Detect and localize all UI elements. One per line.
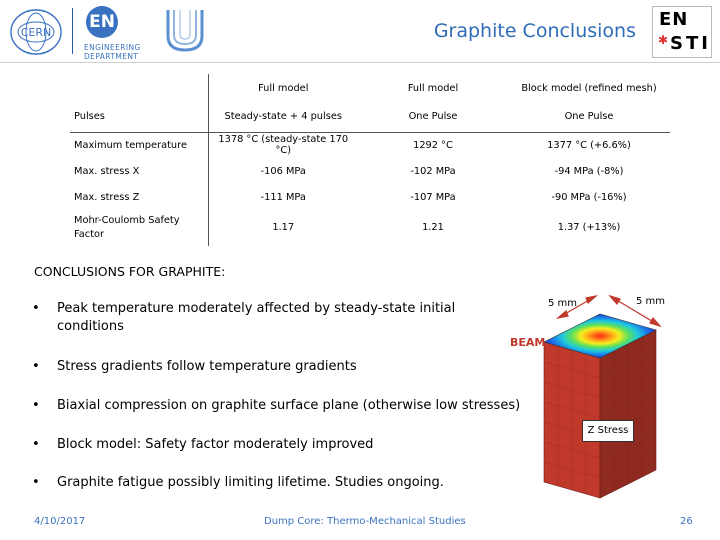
- en-logo-circle: EN: [86, 6, 118, 38]
- row-label: Max. stress Z: [74, 191, 140, 203]
- dimension-label-a: 5 mm: [548, 298, 578, 309]
- table-cell: One Pulse: [508, 102, 670, 132]
- table-row: [70, 210, 670, 246]
- table-cell: One Pulse: [358, 102, 508, 132]
- en-sti-logo: [652, 6, 712, 58]
- conclusions-heading: CONCLUSIONS FOR GRAPHITE:: [34, 264, 226, 279]
- table-header-cell: Full model: [208, 74, 358, 102]
- bullet-icon: •: [32, 301, 40, 316]
- header-divider: [72, 8, 73, 54]
- table-row: [70, 102, 670, 132]
- header-rule: [0, 62, 720, 63]
- svg-text:CERN: CERN: [20, 26, 52, 39]
- en-department-logo: [84, 6, 154, 61]
- table-cell: -102 MPa: [410, 165, 456, 177]
- row-label: Maximum temperature: [74, 139, 187, 151]
- row-label: Mohr-Coulomb Safety Factor: [74, 215, 180, 240]
- table-row: [70, 158, 670, 184]
- list-item-text: Graphite fatigue possibly limiting lifetime. Studies ongoing.: [57, 475, 444, 490]
- table-cell: -107 MPa: [410, 191, 456, 203]
- table-corner-cell: [70, 74, 208, 102]
- table-cell: 1.21: [422, 222, 444, 233]
- en-sti-logo-top: EN: [659, 9, 689, 30]
- star-icon: ✱: [658, 33, 669, 47]
- bullet-icon: •: [32, 475, 40, 490]
- en-logo-line2: DEPARTMENT: [84, 52, 139, 61]
- bullet-icon: •: [32, 437, 40, 452]
- table-cell: -111 MPa: [208, 184, 358, 210]
- footer-date: 4/10/2017: [34, 516, 86, 527]
- row-label: Pulses: [70, 102, 208, 132]
- table-cell: 1377 °C (+6.6%): [547, 139, 631, 151]
- list-item-text: Peak temperature moderately affected by steady-state initial conditions: [57, 301, 456, 334]
- z-stress-label: Z Stress: [582, 420, 634, 442]
- bullet-icon: •: [32, 398, 40, 413]
- list-item-text: Block model: Safety factor moderately improved: [57, 437, 374, 452]
- table-cell: 1292 °C: [413, 139, 453, 151]
- table-cell: Steady-state + 4 pulses: [208, 102, 358, 132]
- table-cell: -94 MPa (-8%): [554, 165, 624, 177]
- page-number: 26: [680, 516, 693, 527]
- table-header-row: [70, 74, 670, 102]
- table-cell: -106 MPa: [208, 158, 358, 184]
- slide-title: Graphite Conclusions: [433, 20, 636, 42]
- dimension-label-b: 5 mm: [636, 296, 666, 307]
- graphite-block-graphic: [500, 284, 710, 500]
- en-sti-logo-bottom: STI: [670, 33, 711, 54]
- table-cell: -90 MPa (-16%): [551, 191, 627, 203]
- footer-title: Dump Core: Thermo-Mechanical Studies: [264, 516, 466, 527]
- bullet-icon: •: [32, 359, 40, 374]
- table-cell: 1378 °C (steady-state 170 °C): [208, 132, 358, 158]
- row-label: Max. stress X: [74, 165, 140, 177]
- results-table: [70, 74, 670, 246]
- table-row: [70, 184, 670, 210]
- table-cell: 1.37 (+13%): [557, 222, 621, 233]
- table-cell: 1.17: [208, 210, 358, 246]
- table-header-cell: Block model (refined mesh): [521, 82, 657, 94]
- table-row: [70, 132, 670, 158]
- cern-logo: [8, 6, 64, 58]
- university-logo: [164, 8, 206, 52]
- list-item-text: Stress gradients follow temperature gradients: [57, 359, 357, 374]
- beam-label: BEAM: [510, 336, 546, 349]
- table-header-cell: Full model: [407, 82, 459, 94]
- list-item-text: Biaxial compression on graphite surface plane (otherwise low stresses): [57, 398, 521, 413]
- en-logo-line1: ENGINEERING: [84, 43, 141, 52]
